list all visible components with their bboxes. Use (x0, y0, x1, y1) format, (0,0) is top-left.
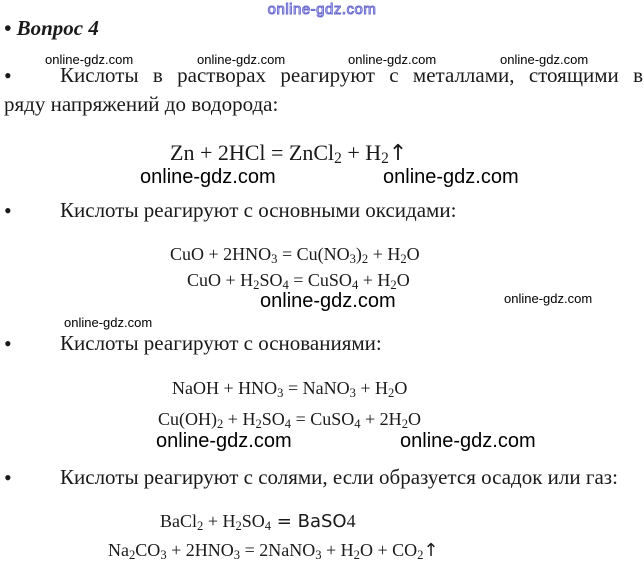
watermark: online-gdz.com (500, 52, 589, 67)
equation-naoh: NaOH + $HNO_3$ = NaNO$_3$ + $H_2O$ (172, 378, 408, 400)
watermark: online-gdz.com (504, 291, 593, 306)
bullet: • (4, 331, 12, 356)
item-1-line-2: ряду напряжений до водорода: (4, 92, 279, 116)
item-1-line-1: Кислоты в растворах реагируют с металлами, стоящими в (60, 63, 643, 87)
watermark: online-gdz.com (45, 52, 134, 67)
watermark: online-gdz.com (64, 315, 153, 330)
bullet: • (4, 63, 12, 88)
top-watermark: online-gdz.com (267, 1, 377, 18)
watermark: online-gdz.com (197, 52, 286, 67)
watermark: online-gdz.com (140, 166, 276, 188)
item-3-text: Кислоты реагируют с основаниями: (60, 331, 382, 355)
equation-na2co3: $Na_2CO_3 + 2HNO_3$ = 2NaNO$_3$ + $H_2O$ + $CO_2↑$ (108, 540, 439, 562)
equation-bacl2: BaCl$_2$ + $H_2SO_4$ = BaSO4 (160, 511, 356, 533)
watermark: online-gdz.com (400, 430, 536, 452)
watermark: online-gdz.com (156, 430, 292, 452)
equation-cuo-hno3: CuO + $2HNO_3 = Cu(NO_3)_2 + H_2O$ (170, 244, 420, 266)
bullet: • (4, 198, 12, 223)
equation-cuo-h2so4: CuO + $H_2SO_4$ = CuSO$_4$ + $H_2O$ (187, 270, 410, 292)
item-4-text: Кислоты реагируют с солями, если образуется осадок или газ: (60, 465, 618, 489)
equation-cuoh2: $Cu(OH)_2 + H_2SO_4$ = CuSO$_4$ + $2H_2O$ (158, 409, 421, 431)
item-2-text: Кислоты реагируют с основными оксидами: (60, 198, 457, 222)
watermark: online-gdz.com (260, 290, 396, 312)
watermark: online-gdz.com (383, 166, 519, 188)
question-heading: • Вопрос 4 (4, 16, 99, 40)
watermark: online-gdz.com (348, 52, 437, 67)
bullet: • (4, 465, 12, 490)
equation-zn: Zn + 2HCl = ZnCl$_2$ + $H_2↑$ (170, 140, 408, 167)
